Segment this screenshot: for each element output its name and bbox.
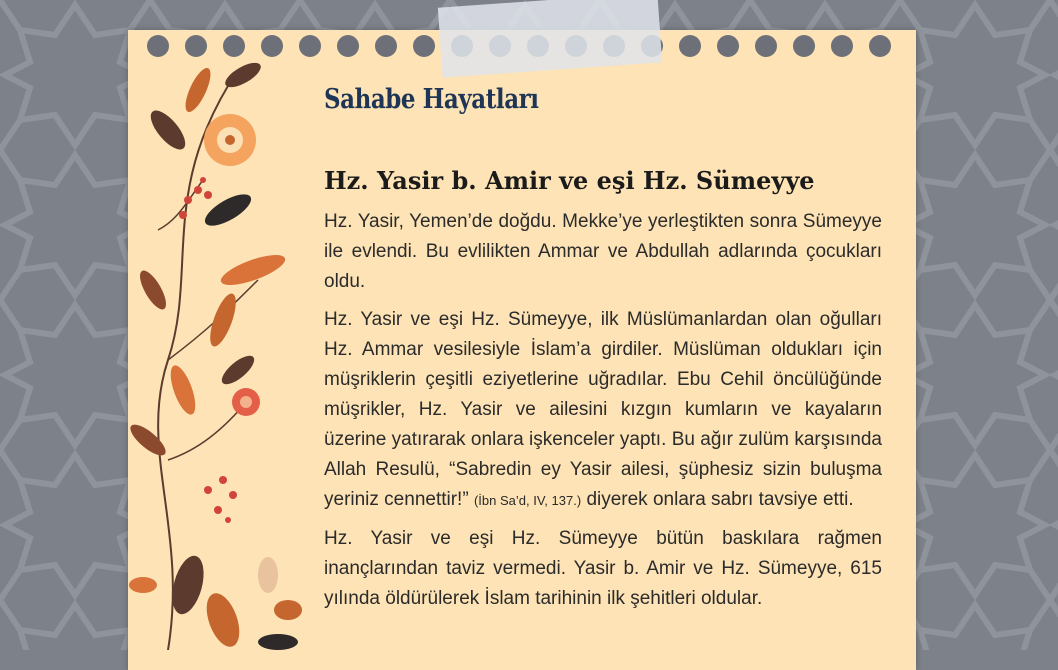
citation: (İbn Sa’d, IV, 137.) (473, 493, 582, 508)
paragraph-3: Hz. Yasir ve eşi Hz. Sümeyye bütün baskılara rağmen inançlarından taviz vermedi. Yasir b. Amir ve Hz. Sümeyye, 615 yılında öldürülerek İslam tarihinin ilk şehitleri oldular. (324, 528, 882, 609)
paragraph-2-before: Hz. Yasir ve eşi Hz. Sümeyye, ilk Müslümanlardan olan oğulları Hz. Ammar vesilesiyle İslam’a girdiler. Müslüman oldukları için müşriklerin çeşitli eziyetlerine uğradılar. Ebu Cehil öncülüğünde müşrikler, Hz. Yasir ve ailesini kızgın kumların ve kayaların üzerine yatırarak onlara işkenceler yaptı. Bu ağır zulüm karşısında Allah Resulü, “Sabredin ey Yasir ailesi, şüphesiz sizin buluşma yeriniz cennettir!” (324, 309, 882, 510)
paragraph-1: Hz. Yasir, Yemen’de doğdu. Mekke’ye yerleştikten sonra Sümeyye ile evlendi. Bu evlilikten Ammar ve Abdullah adlarında çocukları oldu. (324, 211, 882, 292)
section-title: Sahabe Hayatları (324, 84, 539, 115)
floral-border-illustration (128, 30, 308, 650)
story-body (324, 207, 882, 622)
paragraph-2-after: diyerek onlara sabrı tavsiye etti. (586, 489, 854, 510)
paragraph-2 (324, 305, 882, 516)
story-title: Hz. Yasir b. Amir ve eşi Hz. Sümeyye (324, 166, 815, 195)
